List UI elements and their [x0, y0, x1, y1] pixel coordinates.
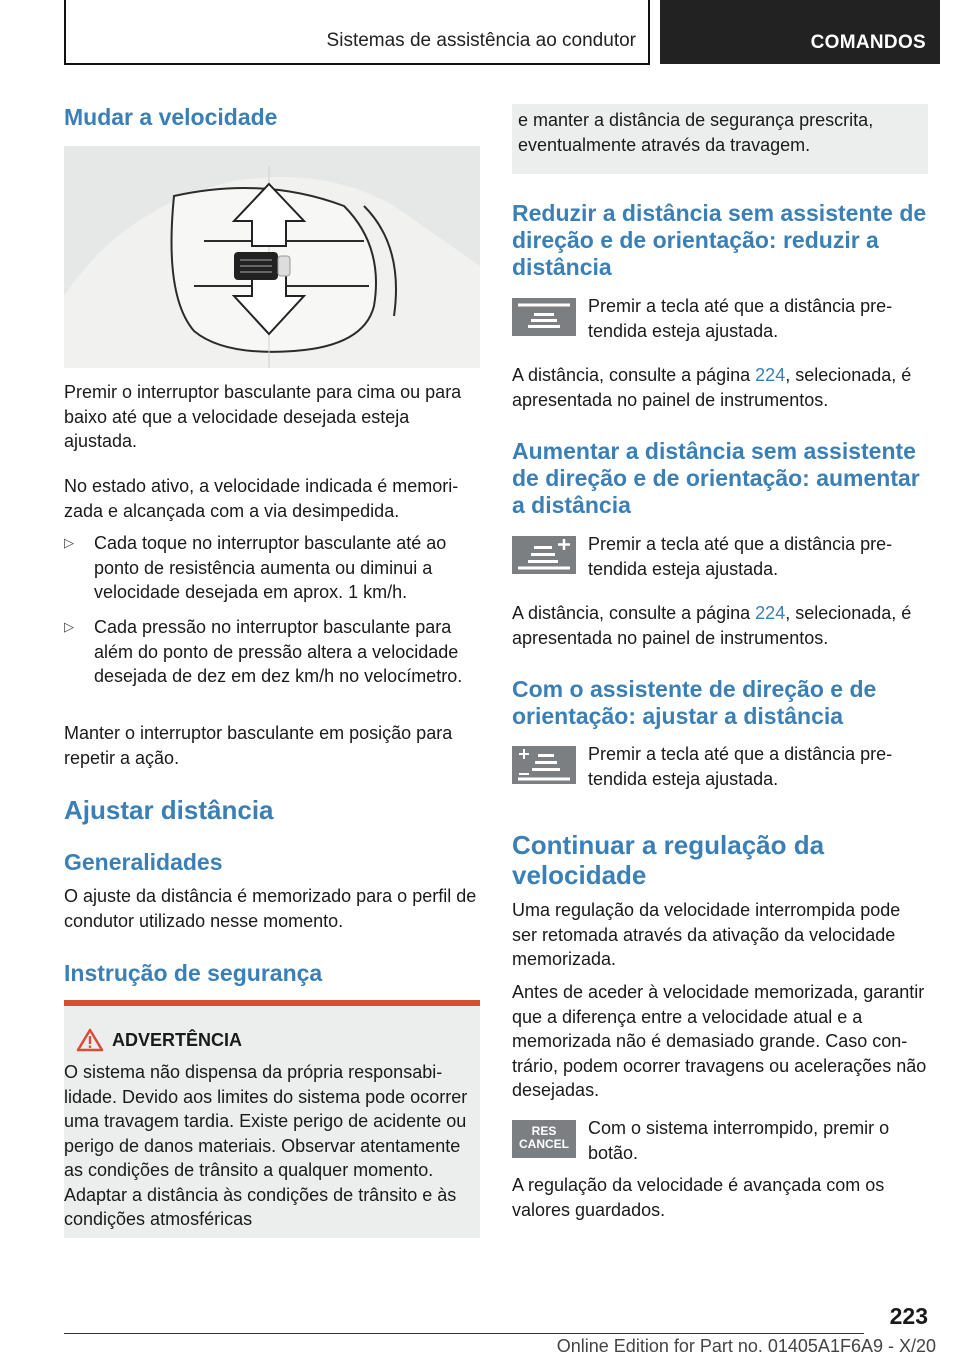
page-link[interactable]: 224 [755, 603, 786, 623]
continued-note-text: e manter a distância de segurança prescrita, eventualmente através da travagem. [518, 110, 874, 155]
header-section-title: Sistemas de assistência ao condutor [326, 30, 636, 51]
paragraph-continuar-2: Antes de aceder à velocidade memorizada, garantir que a diferença entre a velocidade atual e a memorizada não é demasiado grande. Caso contrário, podem ocorrer travagens ou acelerações não desejadas. [512, 982, 927, 1100]
warning-triangle-icon [76, 1028, 104, 1052]
cancel-label: CANCEL [519, 1137, 569, 1151]
footer-rule [64, 1333, 864, 1334]
page-link[interactable]: 224 [755, 365, 786, 385]
page-number: 223 [889, 1303, 928, 1329]
triangle-bullet-icon: ▷ [64, 619, 74, 634]
chapter-label: COMANDOS [810, 32, 926, 53]
header-rule-mid [648, 0, 650, 64]
paragraph-premir-ajustar: Premir a tecla até que a distância pretendida esteja ajustada. [588, 744, 893, 789]
paragraph-manter: Manter o interruptor basculante em posição para repetir a ação. [64, 723, 453, 768]
warning-box [64, 1000, 480, 1238]
warning-text: O sistema não dispensa da própria responsabilidade. Devido aos limites do sistema pode ocorrer uma travagem tardia. Existe perigo de acidente ou perigo de danos materiais. Observar atentamente as condições de trânsito a qualquer momento. Adaptar a distância às condições de trânsito e às condições atmosféricas [64, 1062, 468, 1229]
header-chapter-tab [660, 0, 940, 64]
distance-decrease-button-icon [512, 298, 576, 336]
heading-com-assistente: Com o assistente de direção e de orientação: ajustar a distância [512, 676, 877, 729]
heading-instrucao-seguranca: Instrução de segurança [64, 960, 323, 986]
paragraph-continuar-1: Uma regulação da velocidade interrompida pode ser retomada através da ativação da velocidade memorizada. [512, 900, 901, 969]
distance-adjust-button-icon [512, 746, 576, 784]
triangle-bullet-icon: ▷ [64, 535, 74, 550]
header-rule-left [64, 0, 66, 64]
paragraph-distancia-1: A distância, consulte a página 224, selecionada, é apresentada no painel de instrumentos. [512, 365, 912, 410]
continued-note-box [512, 104, 928, 174]
footer-edition: Online Edition for Part no. 01405A1F6A9 - X/20 [556, 1336, 936, 1356]
paragraph-generalidades: O ajuste da distância é memorizado para o perfil de condutor utilizado nesse momento. [64, 886, 477, 931]
paragraph-res-cancel: Com o sistema interrompido, premir o botão. [588, 1118, 890, 1163]
heading-generalidades: Generalidades [64, 849, 223, 875]
warning-title: ADVERTÊNCIA [112, 1030, 243, 1050]
heading-ajustar-distancia: Ajustar distância [64, 795, 274, 825]
paragraph-estado-ativo: No estado ativo, a velocidade indicada é memorizada e alcançada com a via desimpedida. [64, 476, 459, 521]
heading-reduzir-distancia: Reduzir a distância sem assistente de direção e de orientação: reduzir a distância [512, 200, 927, 280]
heading-mudar-velocidade: Mudar a velocidade [64, 104, 278, 130]
heading-aumentar-distancia: Aumentar a distância sem assistente de direção e de orientação: aumentar a distância [512, 438, 920, 518]
steering-wheel-photo [64, 146, 480, 368]
paragraph-premir: Premir o interruptor basculante para cima ou para baixo até que a velocidade desejada esteja ajustada. [64, 382, 462, 451]
paragraph-distancia-2: A distância, consulte a página 224, selecionada, é apresentada no painel de instrumentos. [512, 603, 912, 648]
distance-increase-button-icon [512, 536, 576, 574]
heading-continuar-regulacao: Continuar a regulação da velocidade [512, 830, 825, 890]
paragraph-premir-aumentar: Premir a tecla até que a distância pretendida esteja ajustada. [588, 534, 893, 579]
header-rule-bottom [64, 63, 650, 65]
paragraph-premir-reduzir: Premir a tecla até que a distância pretendida esteja ajustada. [588, 296, 893, 341]
res-cancel-button-icon [512, 1120, 576, 1158]
paragraph-final: A regulação da velocidade é avançada com os valores guardados. [512, 1175, 885, 1220]
res-label: RES [531, 1124, 557, 1138]
